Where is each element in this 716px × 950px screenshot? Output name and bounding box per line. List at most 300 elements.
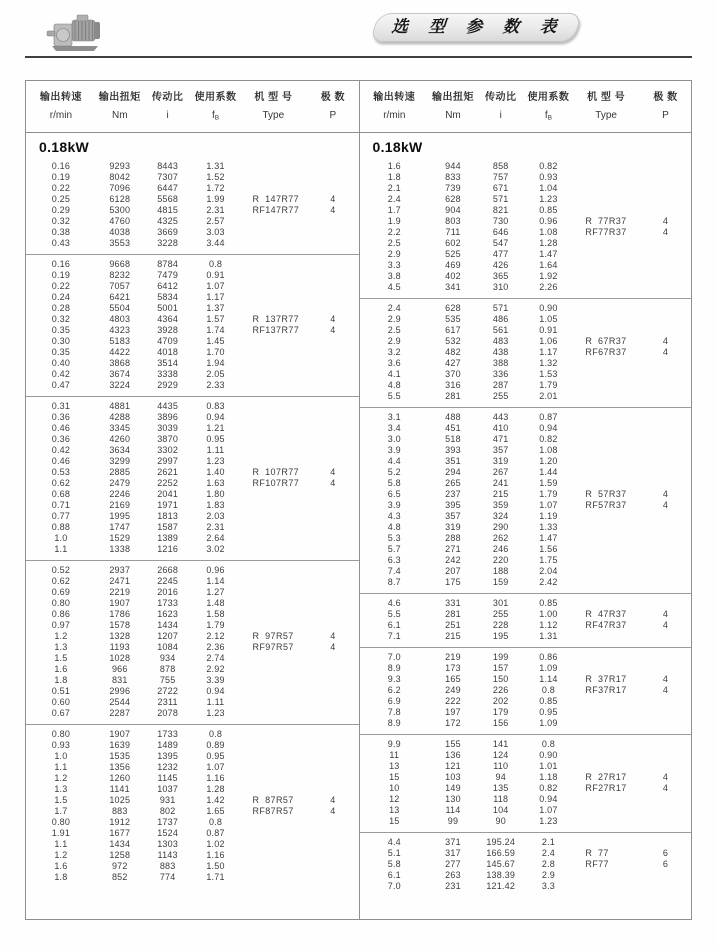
cell-torque: 316 [445,380,461,390]
left-blocks [26,157,359,888]
col-ratio-label: 传动比 [151,92,184,103]
cell-type [239,773,307,784]
table-row [26,434,359,445]
table-row [26,281,359,292]
cell-p [640,816,691,827]
cell-speed: 5.7 [387,544,401,554]
col-type-label: 机 型 号 [254,92,293,103]
cell-ratio: 858 [492,161,509,171]
cell-type [239,489,307,500]
cell-speed: 1.2 [54,850,68,860]
cell-p [307,729,358,740]
cell-speed: 0.69 [51,587,71,597]
table-row [26,412,359,423]
cell-ratio: 202 [492,696,509,706]
cell-speed: 2.9 [387,314,401,324]
cell-type [572,238,640,249]
cell-fb: 1.08 [539,227,558,237]
cell-ratio: 1813 [157,511,179,521]
table-row [26,533,359,544]
cell-type [572,456,640,467]
cell-ratio: 3039 [157,423,179,433]
table-header-left [26,81,359,132]
cell-torque: 535 [445,314,461,324]
cell-fb: 0.91 [206,270,225,280]
table-row [360,794,692,805]
col-poles-label: 极 数 [653,92,678,103]
cell-fb: 0.82 [539,161,558,171]
cell-torque: 99 [447,816,459,826]
col-speed-label: 输出转速 [39,92,82,103]
header-divider [25,56,692,58]
cell-p: 4 [330,194,336,204]
table-row [360,205,692,216]
cell-p [640,566,691,577]
cell-torque: 1529 [109,533,131,543]
cell-type [572,205,640,216]
cell-ratio: 571 [492,194,509,204]
cell-speed: 4.4 [387,837,401,847]
cell-torque: 602 [445,238,461,248]
cell-torque: 518 [445,434,461,444]
cell-torque: 482 [445,347,461,357]
cell-speed: 12 [389,794,400,804]
cell-ratio: 159 [492,577,509,587]
cell-torque: 317 [445,848,461,858]
cell-type [572,478,640,489]
cell-type [572,260,640,271]
cell-fb: 2.04 [539,566,558,576]
table-row [26,292,359,303]
cell-speed: 0.35 [51,347,71,357]
cell-p [307,183,358,194]
cell-ratio: 2245 [157,576,179,586]
table-row [360,249,692,260]
cell-p [640,194,691,205]
cell-type: R 57R37 [585,489,627,499]
cell-fb: 1.23 [206,708,225,718]
cell-ratio: 1971 [157,500,179,510]
cell-torque: 281 [445,609,461,619]
table-row [26,238,359,249]
cell-fb: 1.75 [539,555,558,565]
cell-type [572,172,640,183]
cell-speed: 2.5 [387,325,401,335]
cell-type [239,697,307,708]
cell-type [239,740,307,751]
col-type-unit: Type [595,110,617,121]
cell-ratio: 228 [492,620,509,630]
cell-p: 4 [662,772,669,782]
table-row [26,380,359,391]
table-row [26,653,359,664]
cell-torque: 3299 [109,456,131,466]
cell-ratio: 8443 [157,161,179,171]
cell-type [239,708,307,719]
table-row [360,859,692,870]
cell-p: 4 [662,489,669,499]
cell-type: R 107R77 [252,467,300,477]
table-row [26,423,359,434]
cell-fb: 1.12 [539,620,558,630]
cell-type [239,828,307,839]
cell-ratio: 1143 [157,850,178,860]
cell-ratio: 135 [492,783,509,793]
cell-p [307,576,358,587]
parameter-block [360,594,692,648]
cell-torque: 331 [445,598,461,608]
cell-fb: 1.01 [539,761,558,771]
cell-torque: 711 [445,227,461,237]
cell-p: 4 [662,620,669,630]
cell-p [640,423,691,434]
cell-type [572,881,640,892]
cell-torque: 294 [445,467,461,477]
cell-p [640,183,691,194]
cell-ratio: 730 [492,216,509,226]
cell-speed: 0.62 [51,576,71,586]
cell-torque: 852 [111,872,128,882]
cell-speed: 2.4 [387,303,401,313]
cell-speed: 8.9 [387,663,401,673]
cell-type: RF37R17 [585,685,627,695]
cell-p [307,565,358,576]
cell-ratio: 255 [492,391,509,401]
cell-type [572,663,640,674]
table-row [26,303,359,314]
cell-p: 6 [662,848,669,858]
cell-speed: 0.36 [51,412,71,422]
cell-p [640,707,691,718]
table-row [360,423,692,434]
cell-type [239,259,307,270]
cell-speed: 5.5 [387,609,401,619]
cell-ratio: 246 [492,544,509,554]
cell-ratio: 1037 [157,784,179,794]
cell-p [640,718,691,729]
cell-type [239,270,307,281]
cell-torque: 288 [445,533,461,543]
cell-p [640,161,691,172]
cell-torque: 3674 [109,369,131,379]
cell-torque: 351 [445,456,461,466]
cell-ratio: 561 [492,325,509,335]
cell-speed: 1.0 [54,533,68,543]
cell-p [640,412,691,423]
cell-fb: 1.16 [206,773,225,783]
cell-fb: 0.85 [539,598,558,608]
cell-ratio: 1145 [157,773,178,783]
cell-p [307,609,358,620]
cell-speed: 1.6 [387,161,401,171]
cell-speed: 0.68 [51,489,71,499]
cell-torque: 341 [445,282,461,292]
cell-type: RF107R77 [252,478,300,488]
cell-speed: 5.5 [387,391,401,401]
table-row [26,522,359,533]
cell-p [640,663,691,674]
cell-speed: 6.2 [387,685,401,695]
cell-speed: 0.47 [51,380,71,390]
cell-fb: 0.95 [206,434,225,444]
cell-type: RF87R57 [252,806,294,816]
cell-speed: 5.8 [387,478,401,488]
cell-p [307,740,358,751]
cell-speed: 1.7 [54,806,68,816]
cell-type: RF97R57 [252,642,294,652]
table-row [26,369,359,380]
cell-type [239,369,307,380]
cell-ratio: 4709 [157,336,179,346]
cell-p [307,259,358,270]
table-row [360,848,692,859]
cell-fb: 1.32 [539,358,558,368]
cell-fb: 0.89 [206,740,225,750]
cell-fb: 1.00 [539,609,558,619]
table-row [360,271,692,282]
table-row [26,664,359,675]
table-row [360,172,692,183]
cell-p: 4 [662,227,669,237]
cell-fb: 1.48 [206,598,225,608]
cell-p [640,696,691,707]
cell-p: 4 [330,631,336,641]
cell-p [307,161,358,172]
cell-speed: 3.1 [387,412,401,422]
cell-p: 4 [662,685,669,695]
cell-speed: 15 [389,772,400,782]
cell-type: RF77R37 [585,227,627,237]
table-row [360,718,692,729]
parameter-block [360,299,692,408]
table-row [26,620,359,631]
table-row [26,729,359,740]
cell-ratio: 486 [492,314,509,324]
cell-fb: 1.83 [206,500,225,510]
table-row [360,391,692,402]
cell-p [307,281,358,292]
table-row [26,762,359,773]
cell-ratio: 1389 [157,533,179,543]
table-row [360,434,692,445]
cell-type [239,675,307,686]
cell-speed: 0.19 [51,172,71,182]
cell-p [640,794,691,805]
table-row [360,837,692,848]
cell-type [239,336,307,347]
cell-torque: 1434 [109,839,131,849]
cell-torque: 3224 [109,380,131,390]
cell-fb: 1.07 [206,281,225,291]
table-row [360,456,692,467]
cell-ratio: 324 [492,511,509,521]
table-row [26,751,359,762]
cell-fb: 0.90 [539,303,558,313]
cell-fb: 1.58 [206,609,225,619]
table-row [26,686,359,697]
cell-p [307,598,358,609]
cell-type [239,292,307,303]
parameter-block [360,735,692,833]
table-row [360,336,692,347]
table-row [26,773,359,784]
cell-type [239,565,307,576]
cell-fb: 1.04 [539,183,558,193]
cell-ratio: 2621 [157,467,179,477]
cell-speed: 5.2 [387,467,401,477]
col-type-label: 机 型 号 [587,92,626,103]
cell-ratio: 150 [492,674,509,684]
parameter-block [26,255,359,397]
cell-ratio: 3669 [157,227,179,237]
cell-torque: 6128 [109,194,131,204]
table-row [26,489,359,500]
table-row [360,183,692,194]
col-ratio-unit: i [166,110,169,121]
cell-speed: 4.8 [387,380,401,390]
cell-torque: 617 [445,325,461,335]
cell-fb: 1.28 [539,238,558,248]
cell-torque: 1535 [109,751,131,761]
cell-ratio: 388 [492,358,509,368]
cell-p: 4 [662,674,669,684]
cell-fb: 1.06 [539,336,558,346]
cell-speed: 0.52 [51,565,71,575]
cell-type: R 67R37 [585,336,627,346]
cell-speed: 0.60 [51,697,71,707]
cell-torque: 1907 [109,729,131,739]
cell-torque: 393 [445,445,461,455]
cell-torque: 2479 [109,478,131,488]
cell-p [307,358,358,369]
cell-torque: 4038 [109,227,131,237]
table-row [360,282,692,293]
cell-ratio: 3228 [157,238,179,248]
cell-speed: 5.3 [387,533,401,543]
cell-p [307,489,358,500]
cell-fb: 1.16 [206,850,225,860]
cell-torque: 103 [445,772,461,782]
cell-type [572,750,640,761]
power-rating-label: 0.18kW [39,139,90,155]
cell-p [307,850,358,861]
cell-type [239,347,307,358]
cell-type [572,412,640,423]
cell-ratio: 2311 [157,697,178,707]
cell-type [572,577,640,588]
parameter-block [360,408,692,594]
cell-ratio: 1434 [157,620,179,630]
cell-torque: 319 [445,522,461,532]
cell-p: 4 [330,467,336,477]
cell-p [640,511,691,522]
table-row [360,772,692,783]
cell-speed: 11 [389,750,400,760]
cell-ratio: 1587 [157,522,179,532]
cell-speed: 0.32 [51,216,71,226]
cell-torque: 175 [445,577,461,587]
cell-torque: 207 [445,566,461,576]
cell-type [572,183,640,194]
cell-speed: 0.19 [51,270,71,280]
cell-type [572,837,640,848]
table-row [26,325,359,336]
cell-p [640,271,691,282]
col-type-unit: Type [262,110,285,121]
cell-type [572,533,640,544]
cell-p: 4 [330,806,336,816]
cell-p [640,522,691,533]
cell-type: R 97R57 [252,631,294,641]
cell-ratio: 4815 [157,205,179,215]
cell-p [640,325,691,336]
cell-ratio: 821 [492,205,509,215]
table-row [360,314,692,325]
table-row [360,260,692,271]
cell-p [307,773,358,784]
table-row [26,467,359,478]
cell-p [307,303,358,314]
page-title: 选 型 参 数 表 [389,18,569,36]
table-row [26,587,359,598]
cell-ratio: 438 [492,347,509,357]
cell-torque: 402 [445,271,461,281]
cell-p [307,587,358,598]
cell-fb: 1.28 [206,784,225,794]
cell-p [307,270,358,281]
table-row [26,675,359,686]
cell-type [572,467,640,478]
cell-torque: 4288 [109,412,131,422]
cell-p [307,686,358,697]
cell-p [640,434,691,445]
cell-fb: 0.90 [539,750,558,760]
table-row [26,576,359,587]
cell-speed: 7.8 [387,707,401,717]
table-row [26,347,359,358]
cell-ratio: 7479 [157,270,179,280]
cell-torque: 739 [445,183,461,193]
cell-p [640,172,691,183]
cell-type [239,544,307,555]
cell-p [640,881,691,892]
table-row [360,739,692,750]
cell-ratio: 757 [492,172,509,182]
cell-ratio: 571 [492,303,509,313]
cell-fb: 1.23 [206,456,225,466]
left-column [26,133,359,919]
cell-type: R 147R77 [252,194,300,204]
cell-fb: 2.9 [541,870,555,880]
cell-ratio: 3302 [157,445,179,455]
cell-speed: 0.97 [51,620,71,630]
cell-type [572,380,640,391]
cell-type [572,652,640,663]
cell-fb: 1.72 [206,183,225,193]
cell-p [307,664,358,675]
cell-torque: 1338 [109,544,131,554]
cell-type [239,238,307,249]
cell-ratio: 2016 [157,587,179,597]
cell-ratio: 5834 [157,292,179,302]
col-speed-unit: r/min [383,110,406,121]
cell-torque: 3634 [109,445,131,455]
cell-p [307,653,358,664]
cell-fb: 0.94 [539,794,558,804]
table-row [26,806,359,817]
cell-type: R 37R17 [585,674,627,684]
cell-type [239,664,307,675]
